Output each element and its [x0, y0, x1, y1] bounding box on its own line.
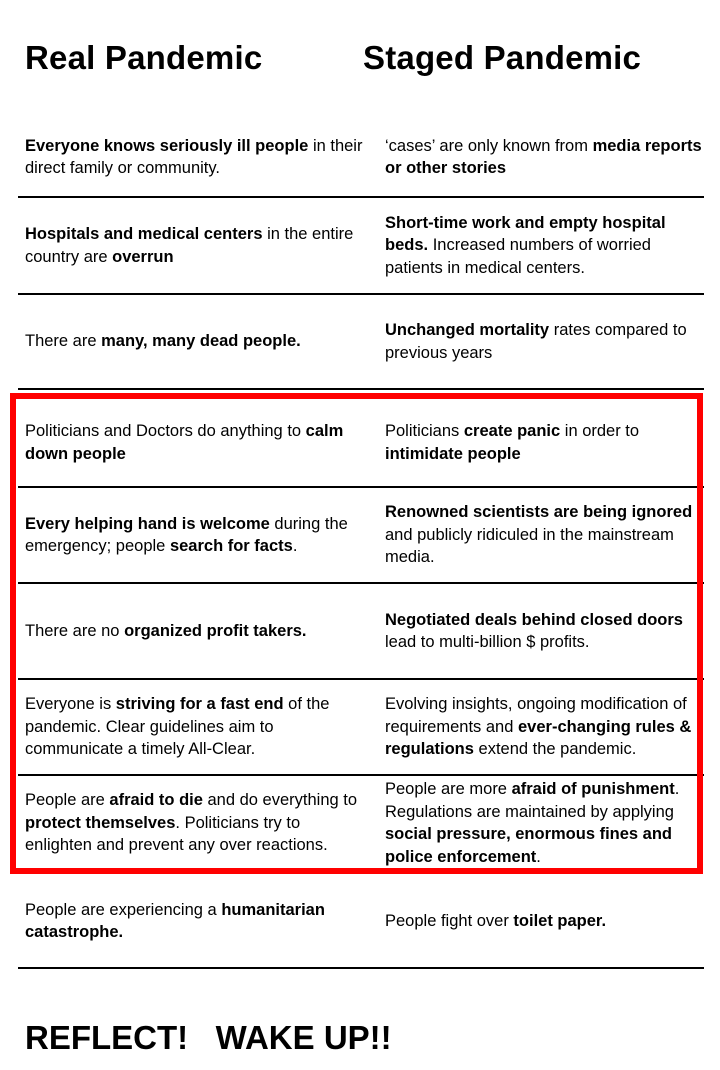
- emphasis-text: many, many dead people.: [101, 332, 301, 351]
- body-text: Politicians: [385, 422, 464, 440]
- emphasis-text: afraid to die: [109, 791, 203, 810]
- body-text: rates compared to previous years: [385, 321, 687, 362]
- body-text: . Politicians try to enlighten and prevent any over reactions.: [25, 813, 328, 855]
- real-cell: [25, 198, 365, 293]
- real-cell: [25, 295, 365, 388]
- emphasis-text: organized profit takers.: [124, 621, 307, 640]
- emphasis-text: Negotiated deals behind closed doors: [385, 610, 683, 629]
- body-text: People fight over: [385, 911, 514, 930]
- body-text: lead to multi-billion $ profits.: [385, 633, 590, 651]
- table-row: [18, 118, 704, 196]
- emphasis-text: calm down people: [25, 422, 344, 463]
- emphasis-text: Everyone knows seriously ill people: [25, 136, 309, 155]
- body-text: There are no: [25, 621, 125, 640]
- emphasis-text: striving for a fast end: [115, 695, 284, 714]
- body-text: and publicly ridiculed in the mainstream media.: [385, 525, 674, 567]
- body-text: during the emergency; people: [25, 514, 348, 555]
- emphasis-text: afraid of punishment: [511, 780, 675, 798]
- column-header-real: Real Pandemic: [25, 39, 263, 76]
- table-row: [18, 876, 704, 966]
- emphasis-text: protect themselves: [25, 813, 176, 832]
- body-text: in their direct family or community.: [25, 136, 363, 177]
- body-text: ‘cases’ are only known from: [385, 136, 593, 155]
- body-text: Increased numbers of worried patients in medical centers.: [385, 236, 651, 277]
- emphasis-text: Short-time work and empty hospital beds.: [385, 213, 666, 255]
- body-text: Everyone is: [25, 695, 116, 714]
- row-divider: [18, 388, 704, 390]
- footer-call-to-action: REFLECT! WAKE UP!!: [25, 1019, 392, 1056]
- highlight-box: [10, 393, 703, 874]
- staged-cell: [385, 118, 703, 196]
- table-row: [18, 198, 704, 293]
- row-divider: [18, 967, 704, 969]
- emphasis-text: overrun: [112, 247, 174, 266]
- body-text: People are more: [385, 780, 512, 798]
- emphasis-text: media reports or other stories: [385, 136, 702, 177]
- emphasis-text: create panic: [463, 422, 561, 440]
- body-text: . Regulations are maintained by applying: [385, 780, 680, 821]
- table-row: [18, 295, 704, 388]
- body-text: in order to: [560, 422, 640, 440]
- column-header-staged: Staged Pandemic: [363, 39, 642, 76]
- emphasis-text: Unchanged mortality: [385, 321, 550, 339]
- body-text: in the entire country are: [25, 225, 354, 266]
- body-text: extend the pandemic.: [473, 740, 637, 759]
- body-text: People are: [25, 791, 110, 810]
- body-text: and do everything to: [202, 791, 358, 810]
- staged-cell: [385, 876, 703, 966]
- emphasis-text: humanitarian catastrophe.: [25, 900, 325, 941]
- body-text: .: [536, 847, 541, 866]
- body-text: There are: [25, 332, 102, 351]
- real-cell: [25, 118, 365, 196]
- emphasis-text: search for facts: [169, 537, 293, 555]
- body-text: of the pandemic. Clear guidelines aim to communicate a timely All-Clear.: [25, 695, 330, 759]
- emphasis-text: Renowned scientists are being ignored: [385, 503, 693, 522]
- emphasis-text: Hospitals and medical centers: [25, 225, 263, 243]
- staged-cell: [385, 295, 703, 388]
- emphasis-text: Every helping hand is welcome: [25, 514, 270, 533]
- emphasis-text: ever-changing rules & regulations: [385, 717, 692, 759]
- emphasis-text: toilet paper.: [513, 911, 607, 930]
- body-text: Evolving insights, ongoing modification of requirements and: [385, 695, 687, 736]
- body-text: .: [292, 537, 298, 555]
- emphasis-text: social pressure, enormous fines and police enforcement: [385, 825, 673, 866]
- staged-cell: [385, 198, 703, 293]
- body-text: People are experiencing a: [25, 900, 222, 919]
- real-cell: [25, 876, 365, 966]
- emphasis-text: intimidate people: [385, 444, 521, 463]
- body-text: Politicians and Doctors do anything to: [25, 422, 306, 440]
